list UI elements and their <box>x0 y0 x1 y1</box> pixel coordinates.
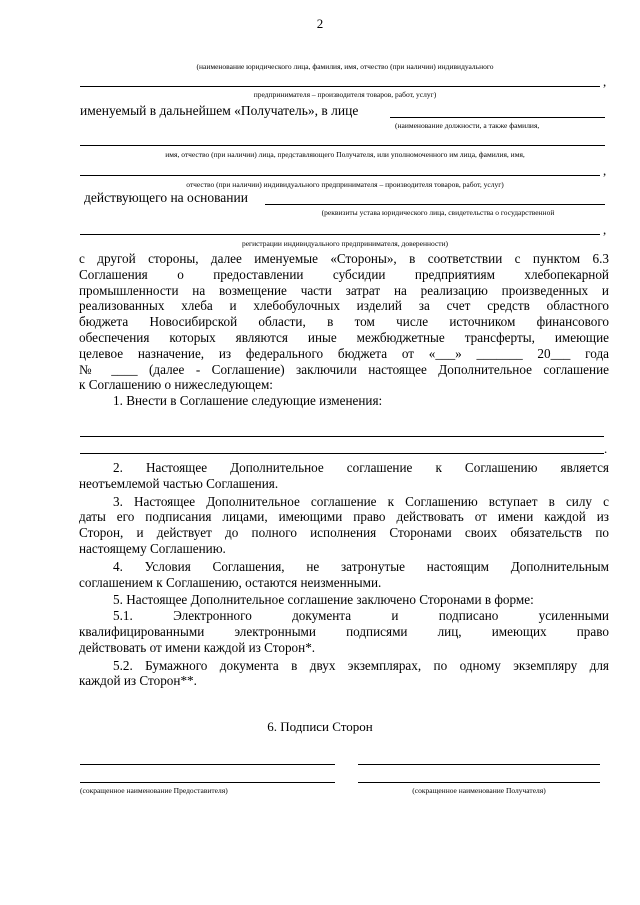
signatures-heading: 6. Подписи Сторон <box>267 719 373 734</box>
hint-representative-name: имя, отчество (при наличии) лица, представляющего Получателя, или уполномоченного им лица, фамилия, имя, <box>165 150 525 159</box>
intro-line: Соглашения о предоставлении субсидии предприятиям хлебопекарной <box>79 266 609 282</box>
intro-line: с другой стороны, далее именуемые «Стороны», в соответствии с пунктом 6.3 <box>79 251 609 266</box>
hint-entrepreneur: предпринимателя – производителя товаров, работ, услуг) <box>253 90 437 99</box>
clause-5-line: 5. Настоящее Дополнительное соглашение заключено Сторонами в форме: <box>113 592 534 608</box>
intro-line: реализованных хлеба и хлебобулочных изделий за счет средств областного <box>79 298 609 314</box>
blank-line-basis-2[interactable] <box>80 234 600 235</box>
clause-2-line: неотъемлемой частью Соглашения. <box>79 475 279 491</box>
provider-short-name-hint: (сокращенное наименование Предоставителя) <box>80 786 228 795</box>
intro-line: бюджета Новосибирской области, в том числе источником финансового <box>79 314 609 330</box>
intro-line: к Соглашению о нижеследующем: <box>79 377 273 393</box>
clause-5-1-line: 5.1. Электронного документа и подписано усиленными <box>113 608 609 624</box>
date-prefix: целевое назначение, из федерального бюджета от « <box>79 345 436 361</box>
blank-line-changes-1[interactable] <box>80 436 604 437</box>
hint-charter: (реквизиты устава юридического лица, свидетельства о государственной <box>321 208 555 217</box>
clause-3-line: 3. Настоящее Дополнительное соглашение к Соглашению вступает в силу с <box>113 493 609 509</box>
clause-5-2-line: каждой из Сторон**. <box>79 673 197 689</box>
comma: , <box>603 163 607 178</box>
blank-line-changes-2[interactable] <box>80 453 604 454</box>
clause-4-line: соглашением к Соглашению, остаются неизменными. <box>79 574 382 590</box>
period: . <box>604 441 608 456</box>
intro-line: промышленности на возмещение части затрат на реализацию произведенных и <box>79 282 609 298</box>
clause-5-1-line: действовать от имени каждой из Сторон*. <box>79 639 316 655</box>
date-suffix: ___ года <box>550 345 610 361</box>
clauses <box>79 460 609 689</box>
blank-line-representative[interactable] <box>390 117 605 118</box>
clause-4-line: 4. Условия Соглашения, не затронутые настоящим Дополнительным <box>113 558 609 574</box>
signature-line-provider-2[interactable] <box>80 782 335 783</box>
signature-line-recipient-2[interactable] <box>358 782 600 783</box>
signature-line-recipient[interactable] <box>358 764 600 765</box>
clause-2-line: 2. Настоящее Дополнительное соглашение к Соглашению является <box>113 460 609 475</box>
item-1: 1. Внести в Соглашение следующие изменения: <box>113 393 383 409</box>
intro-line-date <box>79 346 609 362</box>
intro-paragraph <box>79 251 609 409</box>
comma: , <box>603 222 607 237</box>
hint-registration: регистрации индивидуального предпринимателя, доверенности) <box>241 239 449 248</box>
clause-3-line: Сторон, и действует до полного исполнения Сторонами своих обязательств по <box>79 525 609 541</box>
clause-3-line: настоящему Соглашению. <box>79 540 226 556</box>
signature-line-provider[interactable] <box>80 764 335 765</box>
basis-clause: действующего на основании <box>84 190 248 205</box>
clause-5-2-line: 5.2. Бумажного документа в двух экземплярах, по одному экземпляру для <box>113 657 609 673</box>
blank-line-representative-name[interactable] <box>80 145 605 146</box>
blank-line-basis[interactable] <box>265 204 605 205</box>
hint-representative-name-2: отчество (при наличии) индивидуального предпринимателя – производителя товаров, работ, услуг) <box>186 180 504 189</box>
page-number: 2 <box>316 16 324 31</box>
intro-line: обеспечения которых являются иные межбюджетные трансферты, имеющие <box>79 329 609 345</box>
recipient-short-name-hint: (сокращенное наименование Получателя) <box>412 786 546 795</box>
date-day: ___ <box>435 345 456 361</box>
blank-line-recipient-name[interactable] <box>80 86 600 87</box>
hint-legal-entity-name: (наименование юридического лица, фамилия, имя, отчество (при наличии) индивидуального <box>196 62 494 71</box>
hint-position: (наименование должности, а также фамилия, <box>395 121 540 130</box>
intro-line: № ____ (далее - Соглашение) заключили настоящее Дополнительное соглашение <box>79 361 609 377</box>
blank-line-representative-name-2[interactable] <box>80 175 600 176</box>
clause-5-1-line: квалифицированными электронными подписями лиц, имеющих право <box>79 623 609 639</box>
date-mid: » _______ 20 <box>455 345 551 361</box>
comma: , <box>603 74 607 89</box>
recipient-clause: именуемый в дальнейшем «Получатель», в лице <box>80 103 359 118</box>
clause-3-line: даты его подписания лицами, имеющими право действовать от имени каждой из <box>79 509 609 525</box>
